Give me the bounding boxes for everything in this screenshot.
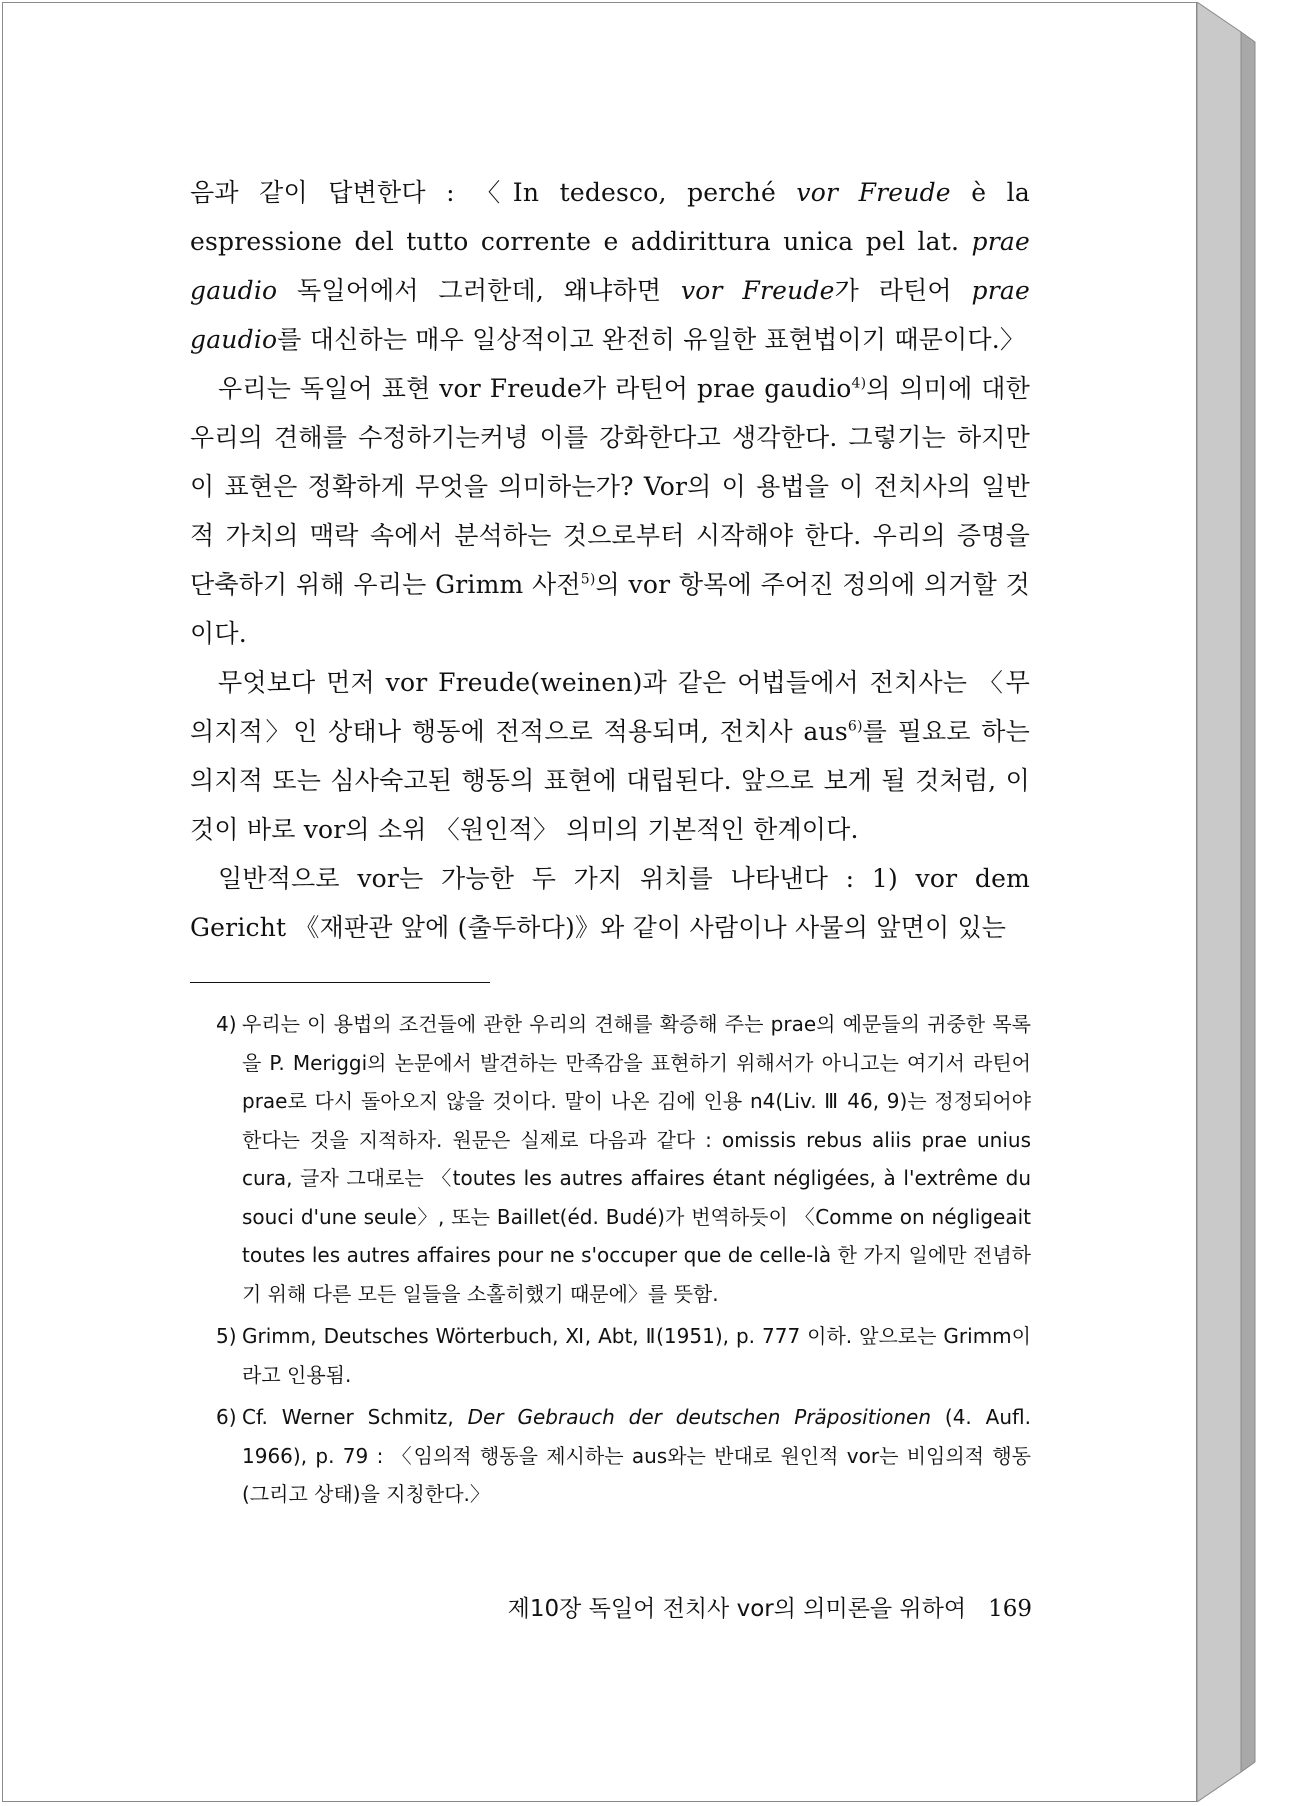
footnote-number: 4) <box>216 1012 237 1036</box>
footnote-ref-4[interactable]: 4) <box>851 375 867 392</box>
footnote-ref-6[interactable]: 6) <box>847 718 863 735</box>
paragraph-3: 무엇보다 먼저 vor Freude(weinen)과 같은 어법들에서 전치사는 〈무의지적〉인 상태나 행동에 전적으로 적용되며, 전치사 aus$^{6)}$를 필요로 하는 의지적 또는 심사숙고된 행동의 표현에 대립된다. 앞으로 보게 될 것처럼, 이것이 바로 vor의 소위 〈원인적〉 의미의 기본적인 한계이다. <box>190 668 1030 844</box>
footnote-text: 우리는 이 용법의 조건들에 관한 우리의 견해를 확증해 주는 prae의 예문들의 귀중한 목록을 P. Meriggi의 논문에서 발견하는 만족감을 표현하기 위해서가 아니고는 여기서 라틴어 prae로 다시 돌아오지 않을 것이다. 말이 나온 김에 인용 n4(Liv. Ⅲ 46, 9)는 정정되어야 한다는 것을 지적하자. 원문은 실제로 다음과 같다 : omissis rebus aliis prae unius cura, 글자 그대로는 〈toutes les autres affaires étant négligées, à l'extrême du souci d'une seule〉, 또는 Baillet(éd. Budé)가 번역하듯이 〈Comme on négligeait toutes les autres affaires pour ne s'occuper que de celle-là 한 가지 일에만 전념하기 위해 다른 모든 일들을 소홀히했기 때문에〉를 뜻함. <box>242 1012 1031 1306</box>
running-footer <box>420 1590 1032 1623</box>
footnote-ref-5[interactable]: 5) <box>580 571 596 588</box>
footnote-4 <box>216 1005 1031 1313</box>
page-number: 169 <box>988 1596 1032 1622</box>
paragraph-1: 음과 같이 답변한다 : 〈In tedesco, perché vor Freude è la espressione del tutto corrente e addirittura unica pel lat. prae gaudio 독일어에서 그러한데, 왜냐하면 vor Freude가 라틴어 prae gaudio를 대신하는 매우 일상적이고 완전히 유일한 표현법이기 때문이다.〉 <box>190 178 1030 354</box>
paragraph-4: 일반적으로 vor는 가능한 두 가지 위치를 나타낸다 : 1) vor dem Gericht 《재판관 앞에 (출두하다)》와 같이 사람이나 사물의 앞면이 있는 <box>190 864 1030 942</box>
footnote-number: 6) <box>216 1405 237 1429</box>
page-edge-3d <box>1197 2 1257 1802</box>
footnote-divider <box>190 982 490 983</box>
footnote-number: 5) <box>216 1324 237 1348</box>
footnotes <box>216 1005 1031 1518</box>
paragraph-2: 우리는 독일어 표현 vor Freude가 라틴어 prae gaudio$^{4)}$의 의미에 대한 우리의 견해를 수정하기는커녕 이를 강화한다고 생각한다. 그렇기는 하지만 이 표현은 정확하게 무엇을 의미하는가? Vor의 이 용법을 이 전치사의 일반적 가치의 맥락 속에서 분석하는 것으로부터 시작해야 한다. 우리의 증명을 단축하기 위해 우리는 Grimm 사전$^{5)}$의 vor 항목에 주어진 정의에 의거할 것이다. <box>190 374 1030 648</box>
book-title: Der Gebrauch der deutschen Präpositionen <box>467 1405 932 1429</box>
footnote-text: Grimm, Deutsches Wörterbuch, Ⅺ, Abt, Ⅱ(1951), p. 777 이하. 앞으로는 Grimm이라고 인용됨. <box>242 1324 1031 1387</box>
chapter-title: 제10장 독일어 전치사 vor의 의미론을 위하여 <box>507 1596 967 1622</box>
footnote-5 <box>216 1317 1031 1394</box>
body-text <box>190 168 1030 952</box>
footnote-6: 6) Cf. Werner Schmitz, Der Gebrauch der deutschen Präpositionen (4. Aufl. 1966), p. 79 : 〈임의적 행동을 제시하는 aus와는 반대로 원인적 vor는 비임의적 행동(그리고 상태)을 지칭한다.〉 <box>216 1398 1031 1514</box>
